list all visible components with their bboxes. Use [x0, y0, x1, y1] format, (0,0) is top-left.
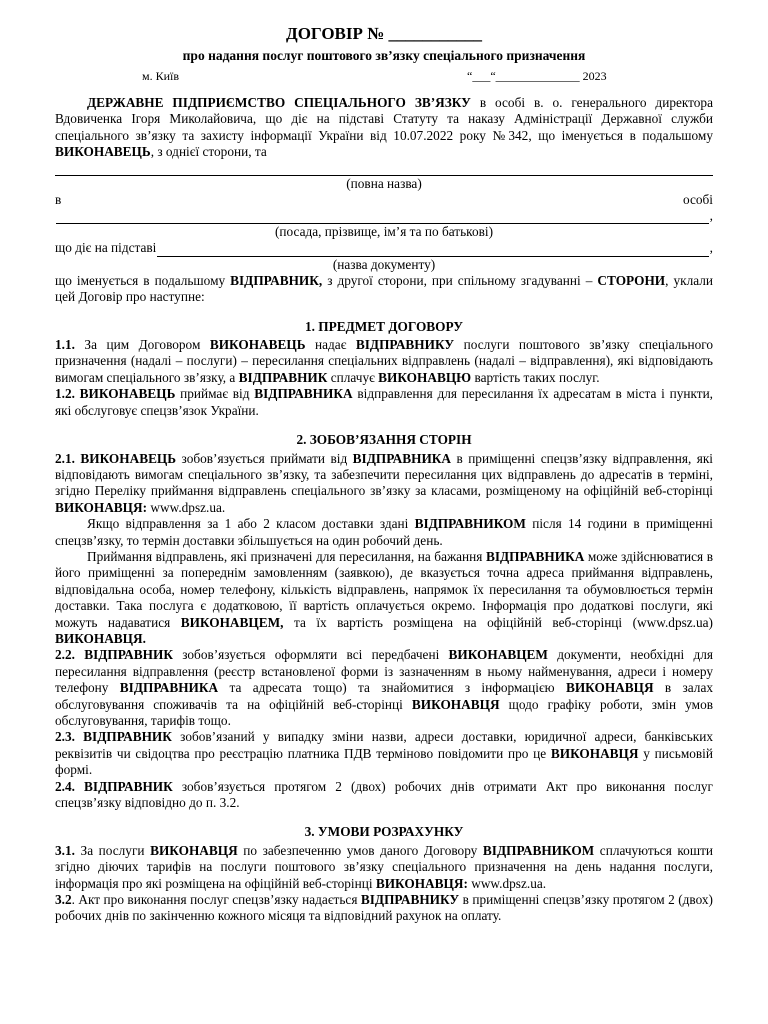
basis-label: що діє на підставі	[55, 240, 157, 256]
full-name-caption: (повна назва)	[346, 175, 422, 191]
position-blank-row: ,	[55, 208, 713, 224]
preamble-closing: що іменується в подальшому ВІДПРАВНИК, з другої сторони, при спільному згадуванні – СТОРОНИ, уклали цей Договір про наступне:	[55, 272, 713, 305]
clause-1-2: 1.2. ВИКОНАВЕЦЬ приймає від ВІДПРАВНИКА відправлення для пересилання їх адресатам в міста і пункти, які обслуговує спецзв’язок України.	[55, 386, 714, 418]
clause-2-1-pickup-note: Приймання відправлень, які призначені для пересилання, на бажання ВІДПРАВНИКА може здійснюватися в його приміщенні за попереднім замовленням (заявкою), де вказується точна адреса приймання відправлень, відповідальна особа, номер телефону, кількість відправлень, напрямок їх пересилання та обумовлюється термін доставки. Така послуга є додатковою, її вартість оплачується окремо. Інформація про додаткові послуги, які можуть надаватися ВИКОНАВЦЕМ, та їх вартість розміщена на офіційній веб-сторінці (www.dpsz.ua) ВИКОНАВЦЯ.	[55, 548, 713, 646]
executor-term: ВИКОНАВЕЦЬ	[55, 144, 151, 160]
clause-2-2: 2.2. ВІДПРАВНИК зобов’язується оформляти всі передбачені ВИКОНАВЦЕМ документи, необхідні для пересилання відправлення (реєстр встановленої форми із зазначенням в ньому найменування, адреси і номеру телефону ВІДПРАВНИКА та адресата тощо) та знайомитися з інформацією ВИКОНАВЦЯ в залах обслуговування споживачів та на офіційній веб-сторінці ВИКОНАВЦЯ щодо графіку роботи, змін умов обслуговування, тарифів тощо.	[55, 647, 713, 728]
person-gap	[62, 194, 682, 208]
clause-2-1: 2.1. ВИКОНАВЕЦЬ зобов’язується приймати від ВІДПРАВНИКА в приміщенні спецзв’язку відправлення, які відповідають вимогам спеціального зв’язку, та забезпечити пересилання цих відправлень до адресатів в терміні, згідно Переліку приймання відправлень спеціального зв’язку за класами, розміщеному на офіційній веб-сторінці ВИКОНАВЦЯ: www.dpsz.ua.	[55, 450, 714, 515]
place-date-line	[55, 68, 713, 84]
section-2-heading: 2. ЗОБОВ’ЯЗАННЯ СТОРІН	[296, 432, 472, 448]
contract-title: ДОГОВІР № ___________	[286, 24, 482, 43]
section-1-heading: 1. ПРЕДМЕТ ДОГОВОРУ	[304, 318, 464, 334]
clause-3-2: 3.2. Акт про виконання послуг спецзв’язку надається ВІДПРАВНИКУ в приміщенні спецзв’язку протягом 2 (двох) робочих днів по закінченню кожного місяця та відповідний рахунок на оплату.	[55, 892, 713, 924]
contract-subtitle: про надання послуг поштового зв’язку спеціального призначення	[182, 48, 586, 63]
position-caption: (посада, прізвище, ім’я та по батькові)	[275, 224, 493, 240]
full-name-blank	[55, 161, 713, 176]
section-3-heading: 3. УМОВИ РОЗРАХУНКУ	[304, 824, 464, 840]
position-blank	[56, 209, 709, 224]
contract-city: м. Київ	[142, 69, 180, 83]
basis-blank	[157, 242, 708, 257]
clause-3-1: 3.1. За послуги ВИКОНАВЦЯ по забезпеченню умов даного Договору ВІДПРАВНИКОМ сплачуються кошти згідно діючих тарифів на послуги поштового зв’язку спеціального призначення на день надання послуги, інформація про які розміщена на офіційній веб-сторінці ВИКОНАВЦЯ: www.dpsz.ua.	[55, 842, 713, 891]
executor-org-name: ДЕРЖАВНЕ ПІДПРИЄМСТВО СПЕЦІАЛЬНОГО ЗВ’ЯЗКУ	[87, 95, 471, 110]
person-line: в особі	[55, 191, 713, 207]
contract-date: “___“______________ 2023	[467, 69, 607, 83]
basis-line: що діє на підставі ,	[55, 240, 713, 256]
clause-2-3: 2.3. ВІДПРАВНИК зобов’язаний у випадку зміни назви, адреси доставки, юридичної адреси, банківських реквізитів чи свідоцтва про реєстрацію платника ПДВ терміново повідомити про це ВИКОНАВЦЯ у письмовій формі.	[55, 729, 713, 778]
clause-2-1-delivery-note: Якщо відправлення за 1 або 2 класом доставки здані ВІДПРАВНИКОМ після 14 години в приміщенні спецзв’язку, то термін доставки збільшується на один робочий день.	[55, 516, 714, 548]
preamble-paragraph: ДЕРЖАВНЕ ПІДПРИЄМСТВО СПЕЦІАЛЬНОГО ЗВ’ЯЗКУ в особі в. о. генерального директора Вдовиченка Ігоря Миколайовича, що діє на підставі Статуту та наказу Адміністрації Державної служби спеціального зв’язку та захисту інформації України від 10.07.2022 року №342, що іменується в подальшому ВИКОНАВЕЦЬ, з однієї сторони, та	[55, 95, 713, 160]
clause-1-1: 1.1. За цим Договором ВИКОНАВЕЦЬ надає ВІДПРАВНИКУ послуги поштового зв’язку спеціального призначення (надалі – послуги) – пересилання спеціальних відправлень (надалі – відправлення), які відповідають вимогам спеціального зв’язку, а ВІДПРАВНИК сплачує ВИКОНАВЦЮ вартість таких послуг.	[55, 337, 713, 385]
document-caption: (назва документу)	[332, 256, 436, 272]
clause-2-4: 2.4. ВІДПРАВНИК зобов’язується протягом 2 (двох) робочих днів отримати Акт про виконання послуг спецзв’язку відповідно до п. 3.2.	[55, 778, 713, 811]
